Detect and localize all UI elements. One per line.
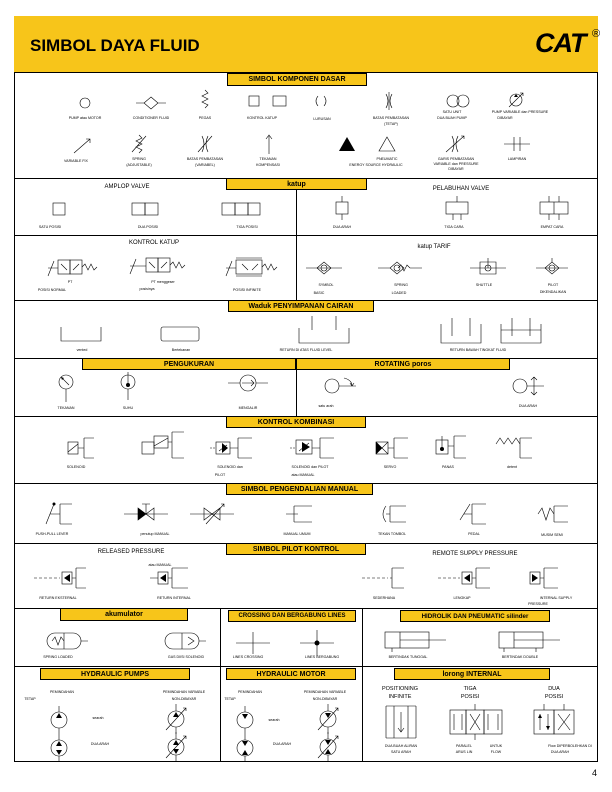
label: PNEUMATIC [376,157,398,161]
label: UNTUK [489,744,503,748]
detent-control-icon [494,432,534,460]
label: GAS DIISI SOLENOID [167,655,205,659]
label: MUSIM SEMI [541,533,563,537]
label: BERTINDAK DOUBLE [501,655,539,659]
label: TEKANAN [57,406,75,410]
lines-crossing-icon [236,632,270,654]
infinite-positioning-passage-icon [384,704,418,740]
label: GARIS PEMBATASAN [437,157,475,161]
pressure-comp-arrow-icon [264,134,274,154]
label: PRESSURE [528,602,548,606]
servo-control-icon [374,434,410,460]
spring-icon [200,90,210,108]
rotating-two-way-icon [512,376,548,396]
variable-line-restriction-icon [444,134,466,154]
push-button-icon [378,502,408,526]
label: atau MANUAL [291,473,315,477]
band-manual: SIMBOL PENGENDALIAN MANUAL [226,483,373,495]
registered-mark: ® [592,28,601,40]
variable-pump-uni-icon [162,704,190,734]
label: KONTROL KATUP [128,240,180,246]
band-kombinasi: KONTROL KOMBINASI [226,416,366,428]
band-motor: HYDRAULIC MOTOR [226,668,356,680]
variable-pump-icon [506,90,526,108]
push-pull-lever-icon [44,500,74,526]
label: SPRING LOADED [43,655,73,659]
variable-restriction-icon [196,134,214,154]
label: DUA ARAH [518,404,538,408]
remote-simple-pilot-icon [362,566,406,590]
variable-pump-bi-icon [162,732,190,762]
label: PEMINDAHAN VARIABLE [162,690,206,694]
one-position-valve-icon [52,202,66,216]
three-position-passage-icon [448,704,504,740]
label: DUA POSISI [137,225,159,229]
label: ENERGY SOURCE HYDRAULIC [349,163,403,167]
return-below-reservoir-icon [440,316,482,344]
fixed-motor-uni-icon [234,706,256,734]
label: TIGA [463,686,477,692]
label: LOADED [391,291,407,295]
flow-meter-icon [228,372,268,394]
pneumatic-triangle-icon [378,136,396,152]
four-way-valve-icon [538,196,570,220]
shuttle-valve-icon [470,258,506,278]
internal-return-pilot-icon [150,566,190,590]
double-pump-icon [446,94,470,108]
two-position-valve-icon [131,202,159,216]
divider [362,608,363,762]
label: SOLENOID [66,465,86,469]
label: DIBAYAR [497,116,513,120]
label: PT [67,280,73,284]
control-valve-infinite-icon [224,256,280,278]
label: PEMINDAHAN VARIABLE [303,690,347,694]
check-valve-spring-icon [378,260,422,276]
band-crossing: CROSSING DAN BERGABUNG LINES [228,610,356,622]
fixed-motor-bi-icon [234,734,256,762]
pressurized-reservoir-icon [160,326,200,342]
label: SPRING [132,157,146,161]
check-valve-basic-icon [306,260,342,276]
label: detent [507,465,517,469]
pressure-gauge-icon [56,372,76,402]
label: REMOTE SUPPLY PRESSURE [432,551,518,557]
label: searah [268,718,280,722]
divider [14,666,598,667]
variable-motor-bi-icon [314,732,342,762]
label: POSISI NORMAL [37,288,67,292]
label: SYMBOL [318,283,334,287]
label: DUA ARAH [272,742,292,746]
label: TIGA CARA [444,225,464,229]
label: POSITIONING [381,686,419,692]
cat-logo: CAT [535,28,586,58]
label: LINES CROSSING [232,655,264,659]
label: DUA BUAH PUMP [437,116,467,120]
label: PEMINDAHAN [50,690,74,694]
rotating-one-way-icon [324,376,360,396]
label: TETAP [224,697,236,701]
label: EMPAT CARA [540,225,564,229]
label: RETURN DI ATAS FLUID LEVEL [279,348,333,352]
header-bar [14,16,601,72]
solenoid-control-icon [62,434,96,460]
label: SATU ARAH [390,750,412,754]
label: SEDERHANA [372,596,396,600]
external-return-pilot-icon [34,566,86,590]
label: FLOW [490,750,502,754]
label: SHUTTLE [475,283,493,287]
band-waduk: Waduk PENYIMPANAN CAIRAN [228,300,374,312]
vented-reservoir-icon [60,326,102,342]
divider [220,608,221,762]
label: (ADJUSTABLE) [126,163,152,167]
band-komponen: SIMBOL KOMPONEN DASAR [227,73,367,86]
return-above-reservoir-icon [298,316,350,344]
label: BATAS PEMBATASAN [372,116,410,120]
label: DUA ARAH [90,742,110,746]
three-way-valve-icon [444,196,470,220]
label: SATU POSISI [38,225,62,229]
label: SUHU [122,406,134,410]
label: (VARIABEL) [195,163,215,167]
label: RETURN EKSTERNAL [39,596,77,600]
label: INFINITE [388,694,412,700]
page-title: SIMBOL DAYA FLUID [30,36,200,55]
single-acting-cylinder-icon [384,630,448,652]
band-silinder: HIDROLIK DAN PNEUMATIC silinder [400,610,550,622]
lines-joining-icon [300,630,334,656]
label: AMPLOP VALVE [104,184,150,190]
spring-control-icon [536,502,570,526]
control-valve-normal-icon [46,256,102,278]
solenoid-pilot-icon [210,434,254,460]
restriction-icon [382,92,396,110]
label: VARIABLE dan PRESSURE [433,162,479,166]
band-katup: katup [226,178,367,190]
label: SATU UNIT [442,110,462,114]
manual-shutoff-adjust-icon [190,500,234,528]
label: DIKENDALIKAN [539,290,567,294]
temperature-icon [118,370,138,400]
solenoid-or-pilot-icon [140,430,186,460]
attachment-icon [504,136,530,152]
manual-general-icon [284,502,314,526]
label: MENGALIR [238,406,258,410]
label: NON-DIBAYAR [312,697,338,701]
label: BATAS PEMBATASAN [186,157,224,161]
label: katup TARIF [417,244,451,250]
label: RETURN INTERNAL [157,596,191,600]
label: DUA ARAH [332,225,352,229]
label: posisinya [139,287,155,291]
manual-shutoff-icon [124,500,168,528]
label: DIBAYAR [448,167,464,171]
label: MANUAL UMUM [283,532,311,536]
label: POSISI INFINITE [233,288,261,292]
divider [14,235,598,236]
label: INTERNAL SUPPLY [539,596,573,600]
adjustable-spring-icon [130,134,148,154]
band-rotating: ROTATING poros [296,358,510,370]
label: RETURN BAWAH TINGKAT FLUID [449,348,507,352]
band-pilot: SIMBOL PILOT KONTROL [226,543,366,555]
hydraulic-source-triangle-icon [338,136,356,152]
band-pumps: HYDRAULIC PUMPS [40,668,190,680]
label: searah [92,716,104,720]
label: BERTINDAK TUNGGAL [388,655,428,659]
label: DUA [548,686,560,692]
label: TIGA POSISI [236,225,258,229]
label: Flow DIPERBOLEHKAN DI [548,744,592,748]
label: POSISI [460,694,480,700]
label: TETAP [24,697,36,701]
band-lorong: lorong INTERNAL [394,668,550,680]
label: PELABUHAN VALVE [432,186,490,192]
label: LINES BERGABUNG [304,655,340,659]
label: SERVO [383,465,397,469]
internal-supply-pilot-icon [526,566,560,590]
double-acting-cylinder-icon [498,630,562,652]
band-pengukuran: PENGUKURAN [82,358,296,370]
label: PEMINDAHAN [238,690,262,694]
pump-circle-icon [78,96,92,110]
label: PUMP atau MOTOR [68,116,102,120]
label: (TETAP) [384,122,398,126]
three-position-valve-icon [221,202,261,216]
pedal-icon [458,500,488,526]
label: PUSH-PULL LEVER [35,532,69,536]
fixed-pump-uni-icon [48,706,70,734]
label: SOLENOID dan PILOT [291,465,329,469]
label: BASIC [313,291,325,295]
label: PEGAS [198,116,212,120]
label: CONDITIONER FLUID [132,116,170,120]
label: Bertekanan [171,348,191,352]
label: vented [76,348,88,352]
label: PEDAL [468,532,480,536]
control-valve-icon [248,94,288,108]
two-way-valve-icon [332,196,352,220]
divider [296,190,297,300]
label: DUA ARAH [550,750,570,754]
pilot-check-valve-icon [536,258,568,278]
label: PILOT [547,283,559,287]
label: NON-DIBAYAR [171,697,197,701]
return-below-reservoir-2-icon [500,316,542,344]
spring-accumulator-icon [46,632,88,650]
band-akumulator: akumulator [60,608,188,621]
label: penutup MANUAL [140,532,170,536]
two-position-passage-icon [532,704,576,740]
label: POSISI [544,694,564,700]
variable-arrow-icon [72,138,92,154]
variable-motor-uni-icon [314,704,342,734]
label: LENGKAP [453,596,471,600]
fixed-pump-bi-icon [48,734,70,762]
label: SOLENOID dan [217,465,243,469]
label: atau MANUAL [148,563,172,567]
label: PARALEL [456,744,472,748]
label: PT menggeser [151,280,175,284]
thermal-control-icon [434,432,468,460]
label: RELEASED PRESSURE [97,549,165,555]
remote-complex-pilot-icon [438,566,492,590]
label: TEKANAN [259,157,277,161]
label: satu arah [318,404,334,408]
label: SPRING [394,283,408,287]
conditioner-diamond-icon [136,96,166,110]
page-number: 4 [592,768,598,778]
label: LAMPIRAN [507,157,527,161]
label: KONTROL KATUP [247,116,277,120]
label: DUA BUAH ALIRAN [384,744,418,748]
control-valve-shifted-icon [128,254,188,278]
label: PANAS [442,465,454,469]
label: ARUS LIN [455,750,473,754]
label: TEKAN TOMBOL [377,532,407,536]
label: KOMPENSASI [256,163,280,167]
label: VARIABLE FIX [64,159,88,163]
gas-accumulator-icon [164,632,206,650]
solenoid-pilot-manual-icon [290,434,336,460]
label: LURUSAN [313,117,331,121]
lines-icon [314,94,328,108]
label: PILOT [214,473,226,477]
label: PUMP VARIABLE dan PRESSURE [491,110,549,114]
